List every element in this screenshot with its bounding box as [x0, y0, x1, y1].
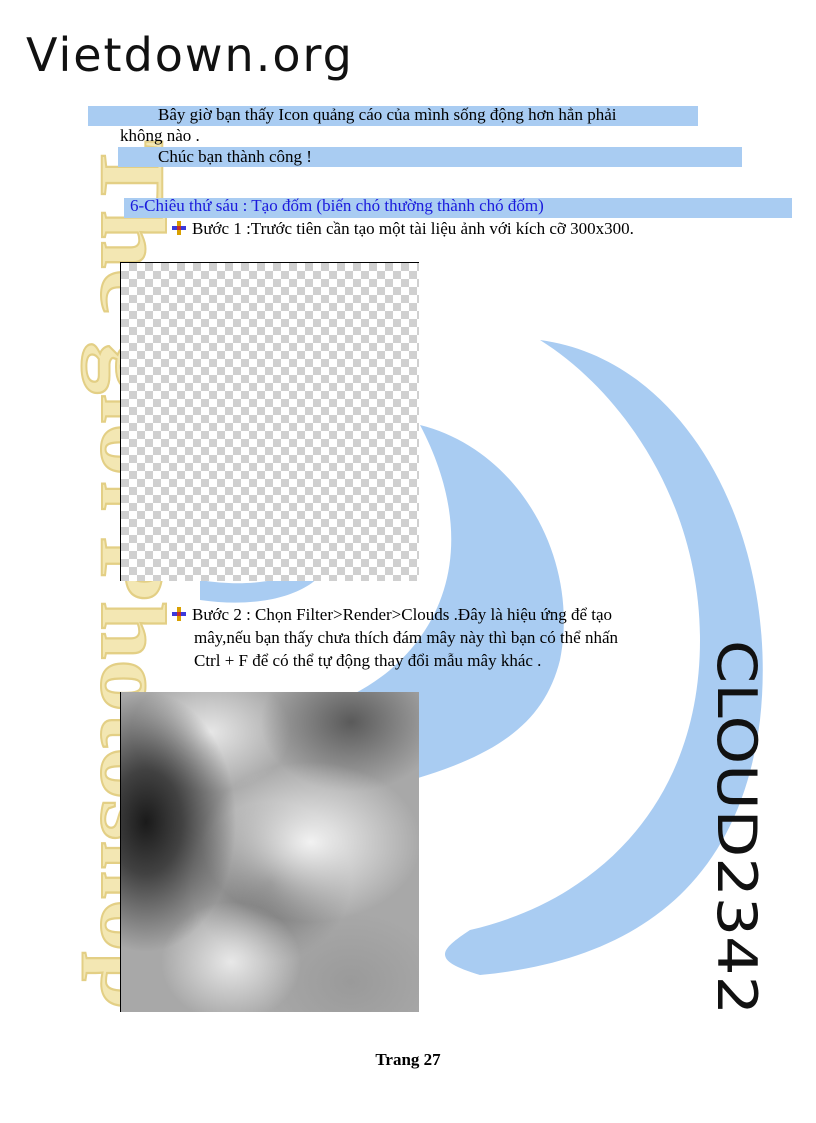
left-watermark: [18, 140, 118, 1020]
step-1: [172, 218, 634, 240]
right-watermark: [705, 640, 778, 1020]
step-2: [172, 604, 612, 626]
clouds-render-image: [120, 692, 419, 1012]
right-watermark-text: CLOUD2342: [705, 640, 768, 967]
transparent-canvas-image: [120, 262, 419, 581]
bullet-plus-icon: [172, 221, 186, 235]
step-1-text: Bước 1 :Trước tiên cần tạo một tài liệu ảnh với kích cỡ 300x300.: [192, 219, 634, 238]
step-2-line-1: Bước 2 : Chọn Filter>Render>Clouds .Đây là hiệu ứng để tạo: [192, 605, 613, 624]
section-heading: 6-Chiêu thứ sáu : Tạo đốm (biến chó thường thành chó đốm): [130, 196, 544, 215]
bullet-plus-icon: [172, 607, 186, 621]
site-logo: Vietdown.org: [26, 28, 354, 82]
step-2-line-2: mây,nếu bạn thấy chưa thích đám mây này thì bạn có thể nhấn: [194, 628, 619, 647]
intro-line-2: không nào .: [120, 126, 200, 145]
page-number: Trang 27: [375, 1050, 441, 1069]
intro-line-1: Bây giờ bạn thấy Icon quảng cáo của mình sống động hơn hẳn phải: [158, 105, 617, 124]
step-2-line-3: Ctrl + F để có thể tự động thay đổi mẫu mây khác .: [194, 651, 542, 670]
congrats-line: Chúc bạn thành công !: [158, 147, 312, 166]
